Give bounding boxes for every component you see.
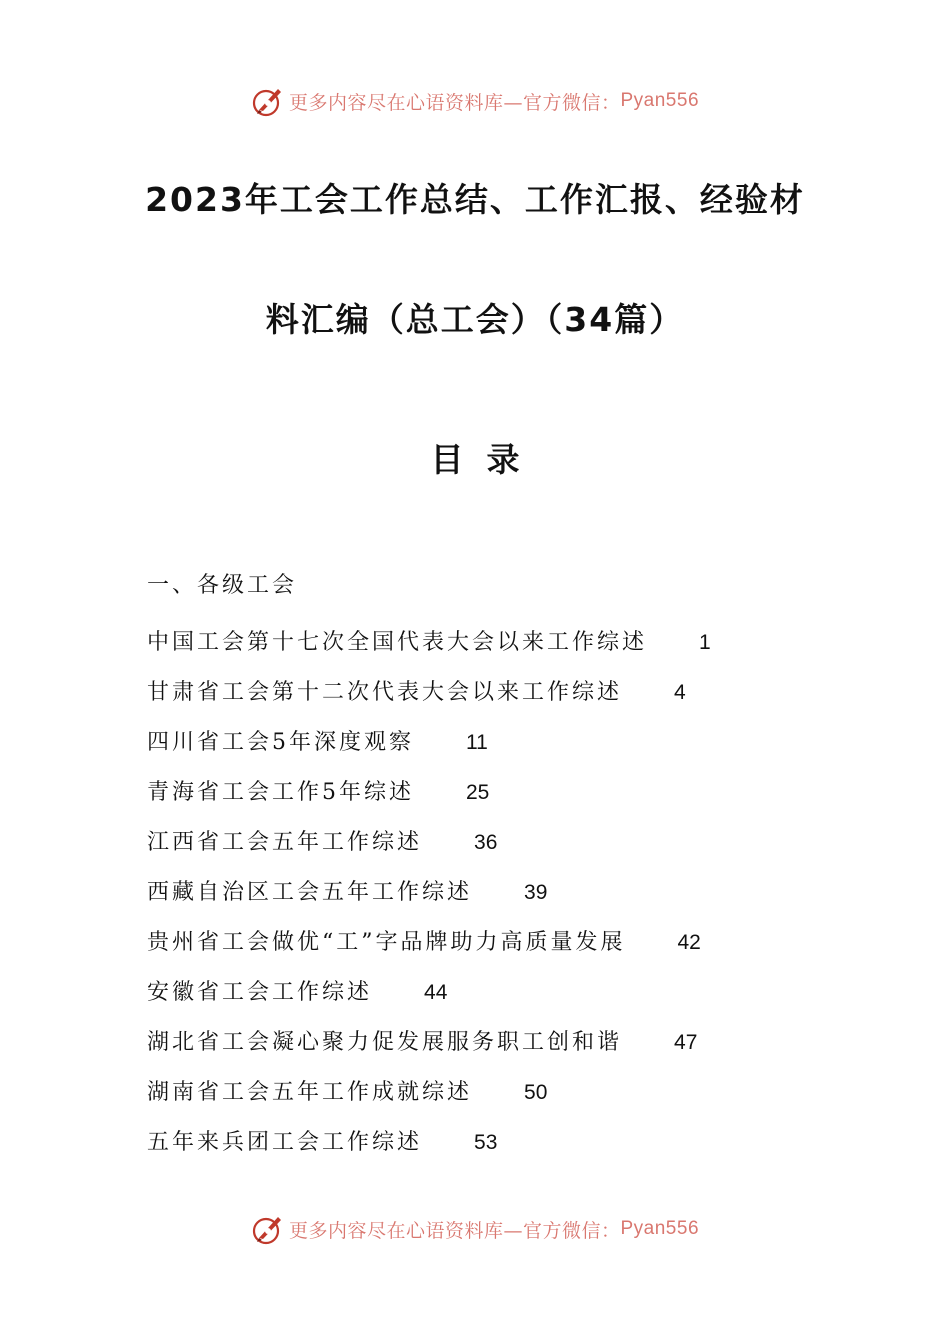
watermark-text: 更多内容尽在心语资料库—官方微信： bbox=[288, 91, 621, 114]
toc-entry-page: 53 bbox=[474, 1131, 498, 1154]
toc-section-heading: 一、各级工会 bbox=[147, 573, 298, 598]
toc-entry[interactable] bbox=[147, 718, 847, 768]
toc-entry[interactable] bbox=[147, 968, 847, 1018]
toc-entry-page: 50 bbox=[524, 1081, 548, 1104]
toc-entry[interactable] bbox=[147, 668, 847, 718]
watermark-id: Pyan556 bbox=[620, 90, 700, 111]
toc-entry-page: 47 bbox=[674, 1031, 698, 1054]
quill-logo-icon bbox=[251, 84, 285, 118]
toc-entry[interactable] bbox=[147, 1018, 847, 1068]
toc-entry-title: 贵州省工会做优“工”字品牌助力高质量发展 bbox=[147, 930, 626, 955]
toc-entry-title: 四川省工会5年深度观察 bbox=[147, 730, 414, 755]
toc-entry[interactable] bbox=[147, 1068, 847, 1118]
watermark-id: Pyan556 bbox=[620, 1218, 700, 1239]
toc-entry[interactable] bbox=[147, 918, 847, 968]
toc-entry[interactable] bbox=[147, 818, 847, 868]
toc-entry-title: 西藏自治区工会五年工作综述 bbox=[147, 880, 473, 905]
toc-entry-title: 江西省工会五年工作综述 bbox=[147, 830, 423, 855]
toc-entry[interactable] bbox=[147, 1118, 847, 1168]
toc-entry-page: 44 bbox=[424, 981, 448, 1004]
toc-entry-title: 安徽省工会工作综述 bbox=[147, 980, 373, 1005]
toc-entry-page: 42 bbox=[677, 931, 701, 954]
toc-entry-page: 36 bbox=[474, 831, 498, 854]
document-title-line-2: 料汇编（总工会）（34篇） bbox=[265, 300, 685, 339]
table-of-contents bbox=[147, 568, 847, 1168]
toc-entry-title: 湖北省工会凝心聚力促发展服务职工创和谐 bbox=[147, 1030, 623, 1055]
watermark-text: 更多内容尽在心语资料库—官方微信： bbox=[288, 1219, 621, 1242]
toc-entry-title: 青海省工会工作5年综述 bbox=[147, 780, 414, 805]
toc-entry-title: 湖南省工会五年工作成就综述 bbox=[147, 1080, 473, 1105]
quill-logo-icon bbox=[251, 1212, 285, 1246]
toc-entry[interactable] bbox=[147, 618, 847, 668]
toc-entry-title: 甘肃省工会第十二次代表大会以来工作综述 bbox=[147, 680, 623, 705]
document-title-line-1: 2023年工会工作总结、工作汇报、经验材 bbox=[145, 180, 805, 219]
toc-entry-page: 39 bbox=[524, 881, 548, 904]
toc-entry-page: 4 bbox=[674, 681, 686, 704]
toc-entry-page: 11 bbox=[466, 731, 488, 754]
toc-entry-title: 中国工会第十七次全国代表大会以来工作综述 bbox=[147, 630, 648, 655]
toc-heading: 目 录 bbox=[430, 440, 520, 479]
toc-entry-page: 25 bbox=[466, 781, 490, 804]
toc-entry[interactable] bbox=[147, 868, 847, 918]
toc-entry-page: 1 bbox=[699, 631, 711, 654]
toc-entry-title: 五年来兵团工会工作综述 bbox=[147, 1130, 423, 1155]
toc-entry[interactable] bbox=[147, 768, 847, 818]
watermark-footer bbox=[0, 1212, 950, 1246]
watermark-header bbox=[0, 84, 950, 118]
